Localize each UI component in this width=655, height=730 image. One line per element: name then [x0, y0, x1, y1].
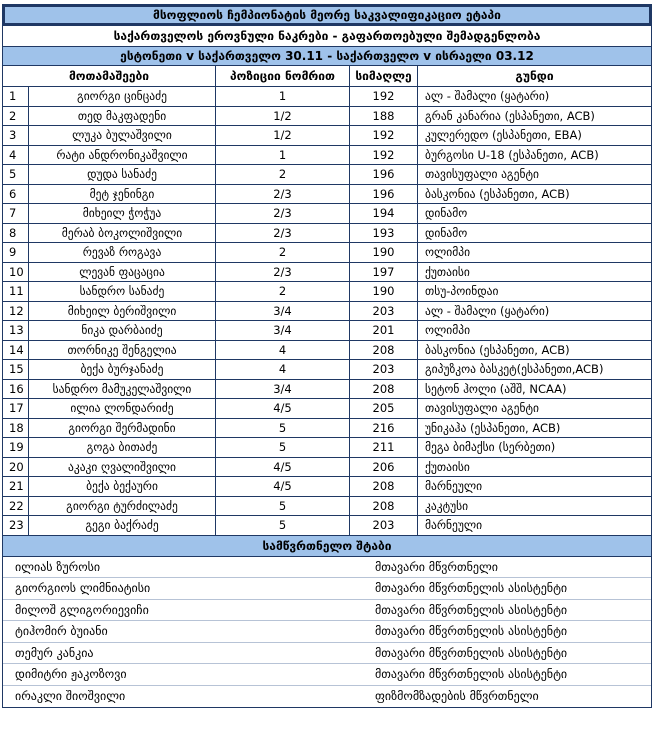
player-name: სანდრო სანაძე	[29, 282, 216, 301]
player-name: გიორგი ცინცაძე	[29, 87, 216, 106]
player-name: მიხეილ ჭოჭუა	[29, 204, 216, 223]
player-height: 190	[350, 243, 418, 262]
staff-title: სამწვრთნელო შტაბი	[3, 536, 651, 557]
player-row	[3, 146, 651, 166]
player-position: 5	[216, 516, 350, 535]
player-name: სანდრო მამუკელაშვილი	[29, 380, 216, 399]
player-position: 1	[216, 146, 350, 165]
player-team: უნიკაჰა (ესპანეთი, ACB)	[425, 420, 561, 435]
player-name: ბექა ბურჯანაძე	[29, 360, 216, 379]
column-header-team: გუნდი	[515, 69, 554, 83]
player-row	[3, 458, 651, 478]
player-position: 4	[216, 360, 350, 379]
staff-role: მთავარი მწვრთნელის ასისტენტი	[375, 624, 568, 639]
player-position: 2/3	[216, 204, 350, 223]
player-team: ალ - შამალი (ყატარი)	[425, 89, 550, 104]
player-name: რევაზ როგავა	[29, 243, 216, 262]
player-number: 19	[3, 438, 29, 457]
player-name: ლევან ფაცაცია	[29, 263, 216, 282]
player-row	[3, 126, 651, 146]
player-row	[3, 204, 651, 224]
player-name: ნიკა დარბაიძე	[29, 321, 216, 340]
player-row	[3, 497, 651, 517]
staff-row	[3, 621, 651, 643]
player-position: 1/2	[216, 107, 350, 126]
player-height: 196	[350, 185, 418, 204]
player-position: 2/3	[216, 185, 350, 204]
player-height: 192	[350, 146, 418, 165]
player-number: 14	[3, 341, 29, 360]
player-height: 203	[350, 302, 418, 321]
player-height: 206	[350, 458, 418, 477]
player-height: 192	[350, 126, 418, 145]
player-height: 193	[350, 224, 418, 243]
staff-row	[3, 686, 651, 708]
player-team: ოლიმპი	[425, 245, 471, 260]
staff-name: გიორგიოს ლიმნიატისი	[15, 581, 151, 596]
staff-name: თემურ კანკია	[15, 645, 94, 660]
player-number: 10	[3, 263, 29, 282]
staff-role: მთავარი მწვრთნელის ასისტენტი	[375, 645, 568, 660]
player-number: 18	[3, 419, 29, 438]
player-name: თორნიკე შენგელია	[29, 341, 216, 360]
player-position: 1/2	[216, 126, 350, 145]
player-position: 2	[216, 243, 350, 262]
staff-row	[3, 643, 651, 665]
player-team: ქუთაისი	[425, 264, 470, 279]
player-name: რატი ანდრონიკაშვილი	[29, 146, 216, 165]
player-number: 8	[3, 224, 29, 243]
player-row	[3, 360, 651, 380]
player-height: 197	[350, 263, 418, 282]
player-height: 208	[350, 477, 418, 496]
column-header-position: პოზიციი ნომრით	[216, 66, 350, 86]
players-list	[3, 87, 651, 536]
player-position: 5	[216, 419, 350, 438]
player-height: 190	[350, 282, 418, 301]
staff-name: ილიას ზუროსი	[15, 559, 101, 574]
player-row	[3, 224, 651, 244]
player-position: 4/5	[216, 458, 350, 477]
player-height: 208	[350, 380, 418, 399]
player-row	[3, 243, 651, 263]
player-team: გრან კანარია (ესპანეთი, ACB)	[425, 108, 595, 123]
player-row	[3, 438, 651, 458]
player-row	[3, 302, 651, 322]
player-number: 21	[3, 477, 29, 496]
player-name: ილია ლონდარიძე	[29, 399, 216, 418]
player-number: 4	[3, 146, 29, 165]
player-position: 2/3	[216, 224, 350, 243]
player-row	[3, 263, 651, 283]
player-number: 2	[3, 107, 29, 126]
roster-table	[2, 4, 652, 708]
player-position: 3/4	[216, 380, 350, 399]
player-row	[3, 516, 651, 536]
player-team: მარნეული	[425, 518, 483, 533]
match-schedule: ესტონეთი v საქართველო 30.11 - საქართველო v ისრაელი 03.12	[3, 47, 651, 66]
player-number: 15	[3, 360, 29, 379]
player-team: თავისუფალი აგენტი	[425, 167, 539, 182]
player-position: 3/4	[216, 302, 350, 321]
player-name: მეტ ჯენინგი	[29, 185, 216, 204]
player-position: 4/5	[216, 399, 350, 418]
player-number: 9	[3, 243, 29, 262]
player-team: ბურგოსი U-18 (ესპანეთი, ACB)	[425, 147, 599, 162]
player-team: მარნეული	[425, 479, 483, 494]
player-height: 211	[350, 438, 418, 457]
player-name: ლუკა ბულაშვილი	[29, 126, 216, 145]
player-number: 12	[3, 302, 29, 321]
player-row	[3, 341, 651, 361]
player-number: 20	[3, 458, 29, 477]
player-team: დინამო	[425, 206, 468, 221]
player-number: 22	[3, 497, 29, 516]
player-position: 1	[216, 87, 350, 106]
staff-name: ირაკლი შიოშვილი	[15, 689, 126, 704]
player-height: 216	[350, 419, 418, 438]
player-number: 13	[3, 321, 29, 340]
player-team: კაკტუსი	[425, 498, 469, 513]
player-height: 205	[350, 399, 418, 418]
player-position: 2	[216, 165, 350, 184]
staff-name: დიმიტრი ჟაკოზოვი	[15, 667, 127, 682]
staff-row	[3, 578, 651, 600]
player-position: 3/4	[216, 321, 350, 340]
player-team: ალ - შამალი (ყატარი)	[425, 303, 550, 318]
column-header-players: მოთამაშეები	[3, 66, 216, 86]
table-subtitle: საქართველოს ეროვნული ნაკრები - გაფართოებული შემადგენლობა	[3, 26, 651, 47]
player-name: თედ მაკფადენი	[29, 107, 216, 126]
player-height: 208	[350, 341, 418, 360]
player-name: მერაბ ბოკოლიშვილი	[29, 224, 216, 243]
player-row	[3, 107, 651, 127]
player-row	[3, 399, 651, 419]
staff-row	[3, 600, 651, 622]
player-team: ოლიმპი	[425, 323, 471, 338]
staff-role: მთავარი მწვრთნელის ასისტენტი	[375, 581, 568, 596]
player-team: ქუთაისი	[425, 459, 470, 474]
player-team: კულერედო (ესპანეთი, EBA)	[425, 128, 582, 143]
staff-role: მთავარი მწვრთნელის ასისტენტი	[375, 602, 568, 617]
player-name: გოგა ბითაძე	[29, 438, 216, 457]
player-row	[3, 185, 651, 205]
player-name: გიორგი შერმადინი	[29, 419, 216, 438]
player-name: გიორგი ტურძილაძე	[29, 497, 216, 516]
player-number: 3	[3, 126, 29, 145]
player-number: 16	[3, 380, 29, 399]
player-row	[3, 282, 651, 302]
staff-list	[3, 557, 651, 708]
player-position: 4/5	[216, 477, 350, 496]
player-team: სეტონ ჰოლი (აშშ, NCAA)	[425, 381, 567, 396]
player-row	[3, 321, 651, 341]
staff-role: მთავარი მწვრთნელის ასისტენტი	[375, 667, 568, 682]
player-height: 203	[350, 360, 418, 379]
player-number: 6	[3, 185, 29, 204]
staff-role: ფიზმომზადების მწვრთნელი	[375, 689, 539, 704]
staff-row	[3, 664, 651, 686]
column-header-row	[3, 66, 651, 87]
player-row	[3, 165, 651, 185]
player-height: 201	[350, 321, 418, 340]
player-position: 4	[216, 341, 350, 360]
player-height: 203	[350, 516, 418, 535]
player-row	[3, 477, 651, 497]
player-number: 17	[3, 399, 29, 418]
player-team: ბასკონია (ესპანეთი, ACB)	[425, 186, 570, 201]
player-team: ბასკონია (ესპანეთი, ACB)	[425, 342, 570, 357]
staff-name: ტიჰომირ ბუიანი	[15, 624, 108, 639]
player-name: ბექა ბექაური	[29, 477, 216, 496]
player-number: 5	[3, 165, 29, 184]
player-height: 194	[350, 204, 418, 223]
staff-name: მილოშ გლიგორიევიჩი	[15, 602, 149, 617]
table-title: მსოფლიოს ჩემპიონატის მეორე საკვალიფიკაციო ეტაპი	[3, 5, 651, 26]
player-height: 188	[350, 107, 418, 126]
player-team: გიპუზკოა ბასკეტ(ესპანეთი,ACB)	[425, 362, 604, 377]
player-position: 5	[216, 438, 350, 457]
staff-role: მთავარი მწვრთნელი	[375, 559, 498, 574]
player-position: 5	[216, 497, 350, 516]
player-number: 7	[3, 204, 29, 223]
player-number: 11	[3, 282, 29, 301]
player-row	[3, 380, 651, 400]
player-team: მეგა ბიმაქსი (სერბეთი)	[425, 440, 556, 455]
player-name: დუდა სანაძე	[29, 165, 216, 184]
player-name: გეგი ბაქრაძე	[29, 516, 216, 535]
staff-row	[3, 557, 651, 579]
player-team: თსუ-პოინდაი	[425, 284, 499, 299]
player-height: 192	[350, 87, 418, 106]
player-height: 208	[350, 497, 418, 516]
player-name: მიხეილ ბერიშვილი	[29, 302, 216, 321]
player-row	[3, 419, 651, 439]
column-header-height: სიმაღლე	[350, 66, 418, 86]
player-number: 23	[3, 516, 29, 535]
player-row	[3, 87, 651, 107]
player-number: 1	[3, 87, 29, 106]
player-height: 196	[350, 165, 418, 184]
player-name: აკაკი ღვალიშვილი	[29, 458, 216, 477]
player-team: დინამო	[425, 225, 468, 240]
player-position: 2/3	[216, 263, 350, 282]
player-team: თავისუფალი აგენტი	[425, 401, 539, 416]
player-position: 2	[216, 282, 350, 301]
